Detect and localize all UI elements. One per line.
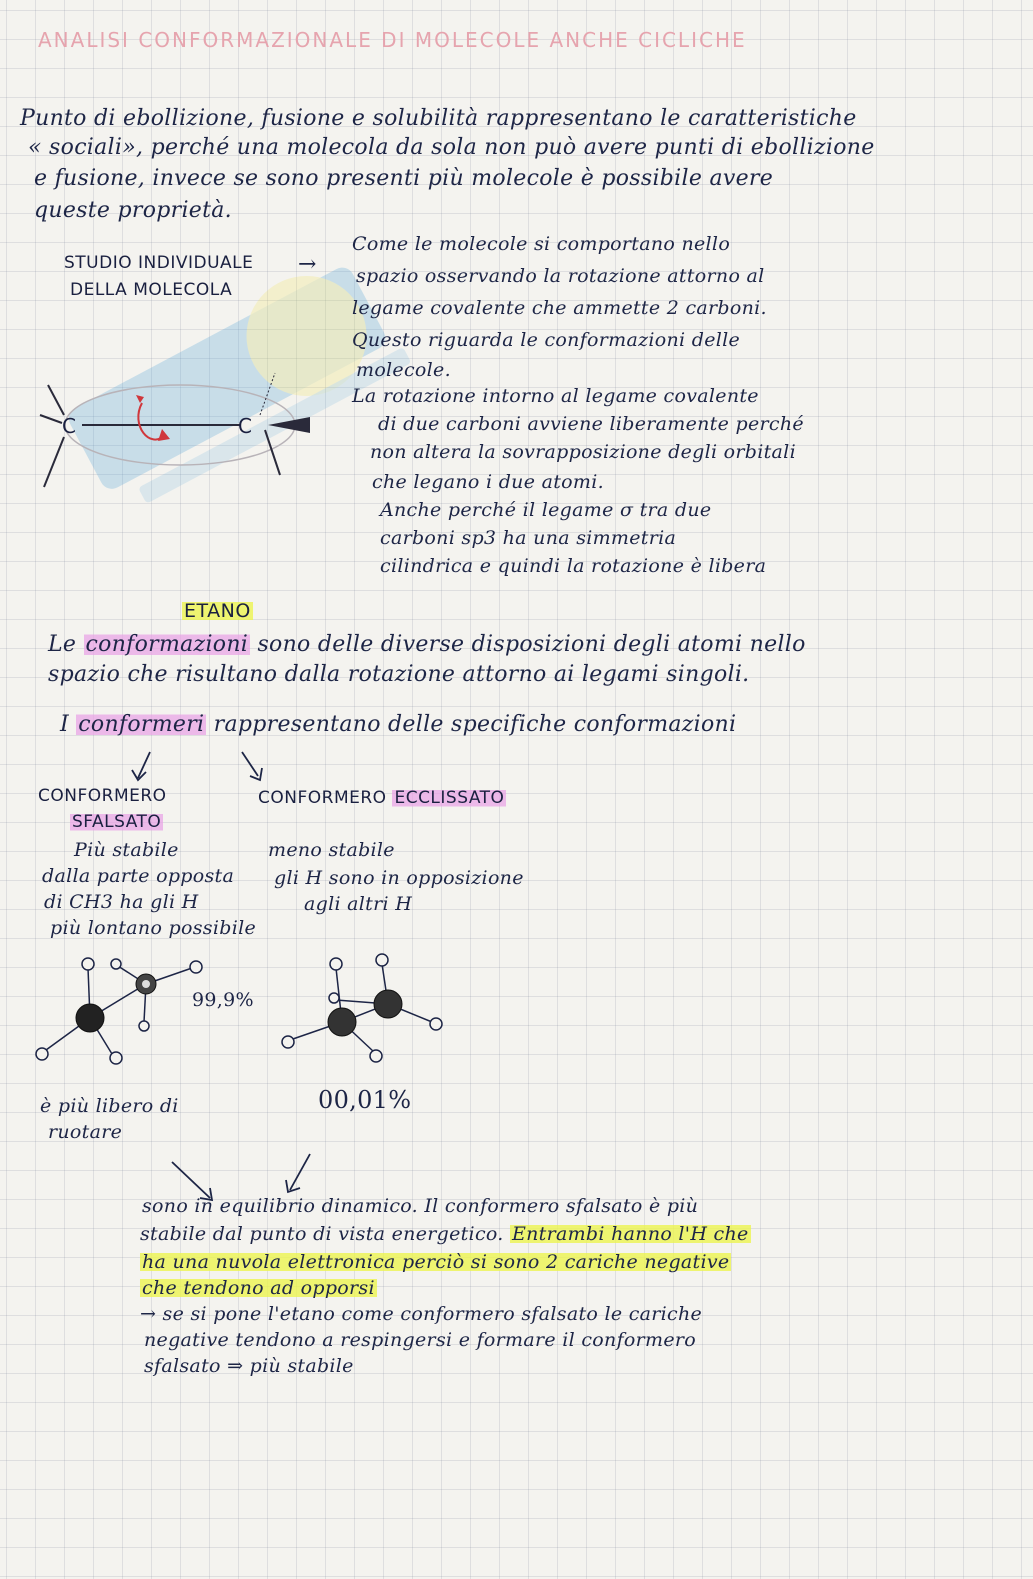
study-line-1: Come le molecole si comportano nello [352,233,731,255]
study-line-9: che legano i due atomi. [372,471,604,493]
eclipsed-label [258,788,506,808]
split-arrows [120,748,280,788]
conclusion-line-4 [140,1276,377,1301]
staggered-line-1: Più stabile [74,839,179,861]
eclipsed-percent: 00,01% [318,1086,412,1114]
conformazioni-prefix: Le [48,632,77,657]
staggered-caption-2: ruotare [48,1121,123,1143]
eclipsed-label-prefix: CONFORMERO [258,788,387,808]
conformeri-prefix: I [60,712,69,737]
conformazioni-line-2: spazio che risultano dalla rotazione attorno ai legami singoli. [48,662,750,687]
eclipsed-line-2: gli H sono in opposizione [274,867,524,889]
staggered-label-1: CONFORMERO [38,786,167,806]
conclusion-line-2-highlight: Entrambi hanno l'H che [511,1223,749,1245]
page-title: ANALISI CONFORMAZIONALE DI MOLECOLE ANCHE CICLICHE [38,28,747,52]
conclusion-line-3 [140,1250,731,1275]
conformeri-rest: rappresentano delle specifiche conformazioni [213,712,737,737]
conformazioni-line-1 [48,630,806,659]
staggered-caption-1: è più libero di [40,1095,179,1117]
conclusion-line-4-highlight: che tendono ad opporsi [142,1277,375,1299]
conclusion-line-7: sfalsato ⇒ più stabile [144,1355,354,1377]
conformazioni-rest: sono delle diverse disposizioni degli atomi nello [257,632,806,657]
study-arrow: → [298,252,317,277]
study-line-12: cilindrica e quindi la rotazione è libera [380,555,767,577]
eclipsed-molecule-model [280,950,450,1070]
study-line-11: carboni sp3 ha una simmetria [380,527,677,549]
conclusion-line-2 [140,1222,751,1247]
study-line-6: La rotazione intorno al legame covalente [352,385,759,407]
conclusion-line-1: sono in equilibrio dinamico. Il conformero sfalsato è più [142,1195,699,1217]
staggered-label-2 [70,812,163,832]
eclipsed-line-1: meno stabile [268,839,395,861]
study-line-2: spazio osservando la rotazione attorno al [356,265,765,287]
intro-line-1: Punto di ebollizione, fusione e solubilità rappresentano le caratteristiche [20,106,857,131]
section-heading-etano [182,600,253,622]
conformeri-line [60,710,736,739]
conformeri-term: conformeri [78,712,205,737]
conformazioni-term: conformazioni [85,632,249,657]
intro-line-2: « sociali», perché una molecola da sola non può avere punti di ebollizione [28,135,875,160]
study-line-8: non altera la sovrapposizione degli orbitali [370,441,796,463]
study-line-4: Questo riguarda le conformazioni delle [352,329,741,351]
staggered-label-term: SFALSATO [72,812,162,832]
staggered-line-3: di CH3 ha gli H [44,891,199,913]
etano-heading-text: ETANO [184,600,251,622]
eclipsed-label-term: ECCLISSATO [394,788,505,808]
conclusion-line-5: → se si pone l'etano come conformero sfalsato le cariche [140,1303,703,1325]
study-label-1: STUDIO INDIVIDUALE [64,253,254,273]
carbon-label-right: C [238,414,253,438]
staggered-molecule-model [28,950,208,1070]
intro-line-4: queste proprietà. [34,198,232,223]
staggered-line-2: dalla parte opposta [42,865,235,887]
intro-line-3: e fusione, invece se sono presenti più molecole è possibile avere [34,166,774,191]
conclusion-line-3-highlight: ha una nuvola elettronica perciò si sono 2 cariche negative [142,1251,730,1273]
study-line-5: molecole. [356,359,451,381]
study-label-2: DELLA MOLECOLA [70,280,233,300]
staggered-percent: 99,9% [192,989,254,1011]
eclipsed-line-3: agli altri H [304,893,413,915]
carbon-label-left: C [62,414,77,438]
study-line-7: di due carboni avviene liberamente perché [378,413,804,435]
staggered-line-4: più lontano possibile [50,917,256,939]
study-line-10: Anche perché il legame σ tra due [380,499,712,521]
study-line-3: legame covalente che ammette 2 carboni. [352,297,767,319]
conclusion-line-6: negative tendono a respingersi e formare il conformero [144,1329,697,1351]
conclusion-line-2-text: stabile dal punto di vista energetico. [140,1223,504,1245]
